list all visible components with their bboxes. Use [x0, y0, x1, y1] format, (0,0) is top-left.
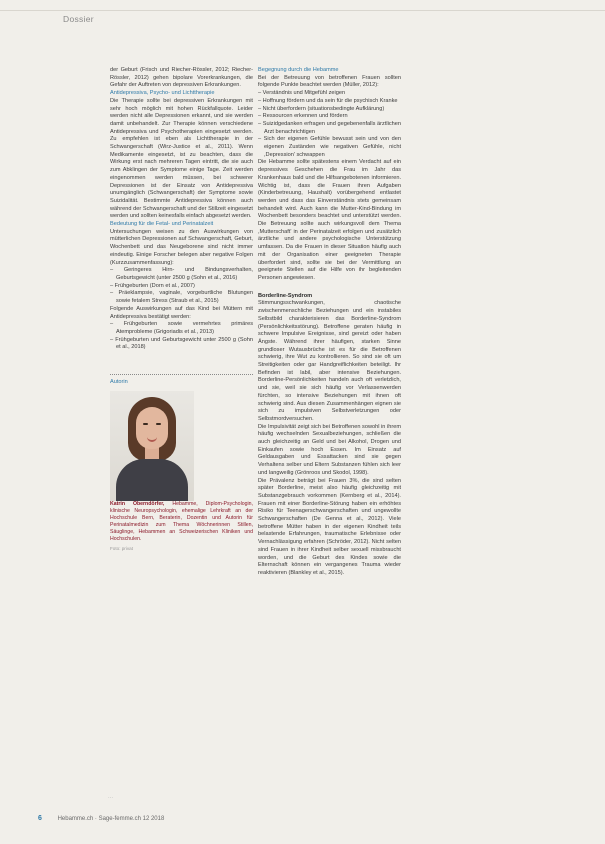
header-rule: [0, 10, 605, 11]
author-divider: [110, 374, 253, 375]
intro-paragraph: der Geburt (Frisch und Riecher-Rössler, 2012; Riecher-Rössler, 2012) gehen bipolare Vorerkrankungen, die Gefahr der Auftreten von depressiven Erkrankungen.: [110, 67, 253, 89]
borderline-paragraph-1: Stimmungsschwankungen, chaotische zwischenmenschliche Beziehungen und ein instabiles Selbstbild charakterisieren das Borderline-Syndrom (Persönlichkeitsstörung). Betroffene geraten häufig in schwere Impulsive Ereignisse, sind gereizt oder haben Ängste. Während ihrer häufigen, starken Sinne grundloser Wutausbrüche ist es für die Betroffenen schwierig, ihre Wut zu kontrollieren. So sind sie oft um Streitigkeiten oder gar Handgreiflichkeiten beteiligt. Ihr Befinden ist labil, aber intensive Beziehungen. Borderline-Persönlichkeiten handeln auch oft verletzlich, und sie, weil sie sich häufig vor Verlassenwerden fürchten, so intensive Beziehungen mit ihnen oft schwierig sind. Aus diesen Zusammenhängen eignen sie sich zu impulsiven Selbstverletzungen oder Selbstmordversuchen.: [258, 300, 401, 422]
section-label: Dossier: [63, 14, 94, 24]
photo-credit: Foto: privat: [110, 545, 133, 551]
midwife-care-paragraph: Bei der Betreuung von betroffenen Frauen sollten folgende Punkte beachtet werden (Müller, 2012):: [258, 74, 401, 89]
heading-midwife-care: Begegnung durch die Hebamme: [258, 67, 339, 73]
therapy-paragraph: Die Therapie sollte bei depressiven Erkrankungen mit sehr hoch möglich mit hohen Rückfallquote. Leider werden nicht alle Depressionen erkannt, und sie werden damit unbehandelt. Zur Therapie können verschiedene Antidepressiva und Psychotherapien eingesetzt werden. Zu empfehlen ist eben als Lichttherapie in der Schwangerschaft (Wirz-Justice et al., 2011). Wenn Medikamente eingesetzt, ist zu beachten, dass die Wirkung erst nach mehreren Tagen eintritt, die sie auch zum Abklingen der Symptome einige Tage. Zeit werden eingenommen werden müssen, bei schwerer Depressionen ist der Einsatz von Antidepressiva unumgänglich (Schwangerschaft) der Symptome sowie Suizidalität. Bestimmte Antidepressiva können auch während der Schwangerschaft und der Stillzeit eingesetzt werden und sollten keinesfalls einfach abgesetzt werden.: [110, 97, 253, 220]
list-item: – Nicht überfordern (situationsbedingte Aufklärung): [258, 106, 401, 114]
right-column: [258, 67, 401, 578]
publication-info: Hebamme.ch · Sage-femme.ch 12 2018: [57, 816, 165, 822]
author-bio-block: [110, 501, 253, 543]
author-name: Katrin Oberndörfer,: [110, 500, 165, 507]
footer-mark: ···: [108, 795, 113, 801]
list-item: – Frühgeburten sowie vermehrtes primäres Atemprobleme (Grigoriadis et al., 2013): [110, 321, 253, 336]
page-number: 6: [38, 815, 42, 822]
author-label: Autorin: [110, 379, 128, 386]
heading-borderline: Borderline-Syndrom: [258, 292, 313, 299]
borderline-paragraph-3: Die Prävalenz beträgt bei Frauen 3%, die sind selten später Borderline, meist also häufig gleichzeitig mit Substanzgebrauch vorkommen (Kernberg et al., 2014). Frauen mit einer Borderline-Störung haben ein erhöhtes Risiko für Teenagerschwangerschaften und ungewollte Schwangerschaften (De Genna et al., 2012). Viele betroffene Mütter haben in der eigenen Kindheit teils belastende Erfahrungen, traumatische Erlebnisse oder Vernachlässigung erfahren (Schröder, 2012). Nicht selten sind Frauen in ihrer Kindheit selber sexuell missbraucht worden, und die Geburt des Kindes sowie die Elternschaft können ein vergangenes Trauma wieder reaktivieren (Blankley et al., 2015).: [258, 477, 401, 576]
medication-effects-list: [110, 321, 253, 352]
list-item: – Frühgeburten und Geburtsgewicht unter 2500 g (Sohn et al., 2018): [110, 337, 253, 352]
list-item: – Sich der eigenen Gefühle bewusst sein und von den eigenen Zuständen wie negativen Gefühle, nicht ,Depression' schwappen: [258, 136, 401, 159]
left-column: [110, 67, 253, 552]
medication-paragraph: Folgende Auswirkungen auf das Kind bei Müttern mit Antidepressiva bestätigt werden:: [110, 305, 253, 320]
list-item: – Hoffnung fördern und da sein für die psychisch Kranke: [258, 98, 401, 106]
author-photo: [110, 391, 194, 501]
page-footer: [38, 815, 164, 822]
consequences-list: [110, 267, 253, 306]
heading-perinatal: Bedeutung für die Fetal- und Perinatalzeit: [110, 221, 214, 228]
heading-therapy: Antidepressiva, Psycho- und Lichttherapie: [110, 90, 215, 97]
list-item: – Präeklampsie, vaginale, vorgeburtliche Blutungen sowie fetalem Stress (Straub et al., 2015): [110, 290, 253, 305]
list-item: – Verständnis und Mitgefühl zeigen: [258, 90, 401, 98]
author-bio: Hebamme, Diplom-Psychologin, klinische Neuropsychologin, ehemalige Lehrkraft an der Hochschule Bern, Beraterin, Dozentin und Autorin für Perinatalmedizin zum Thema Wöchnerinnen Stillen, Säuglinge, Hebammen an Schweizerischen Kliniken und Hochschulen.: [110, 500, 253, 542]
list-item: – Geringeres Hirn- und Bindungsverhalten, Geburtsgewicht (unter 2500 g (Sohn et al., 2016): [110, 267, 253, 282]
care-points-list: [258, 90, 401, 159]
perinatal-paragraph: Untersuchungen weisen zu den Auswirkungen von mütterlichen Depressionen auf Schwangerschaft, Geburt, Wochenbett und das Neugeborene sind nicht immer eindeutig. Einige Forscher belegen aber negative Folgen (Kurzzusammenfassung):: [110, 228, 253, 266]
borderline-paragraph-2: Die Impulsivität zeigt sich bei Betroffenen sowohl in ihrem häufig wechselnden Sexualbeziehungen, schließen die auch gleichzeitig an Geld und bei Alkohol, Drogen und Einkaufen sowie hoch Essen. Im Einsatz auf Geldausgaben und Essattacken sind sie gegen Verhaltens selber und Eltern Substanzen fühlen sich leer und langweilig (Grönroos und Skodol, 1998).: [258, 423, 401, 476]
list-item: – Suizidgedanken erfragen und gegebenenfalls ärztlichen Arzt benachrichtigen: [258, 121, 401, 136]
support-paragraph: Die Hebamme sollte spätestens einem Verdacht auf ein depressives Geschehen die Frau im Jahr das Krankenhaus bald und die Hilfsangebotenen informieren. Wichtig ist, dass die Frauen ihren Aufgaben (Kinderbetreuung, Haushalt) vorübergehend entlastet werden und dass das Einverständnis stets gemeinsam behandelt wird. Auch kann die Mutter-Kind-Bindung im Wochenbett besonders beachtet und unterstützt werden. Die Betreuung sollte auch wirkungsvoll dem Thema ,Mutterschaft' in der Perinatalzeit erfolgen und zusätzlich ärztliche und andere psychologische Unterstützung umfassen. Da die Frauen in dieser Situation häufig auch mit der Organisation einer geeigneten Therapie überfordert sind, sollte sie bei der Vermittlung an geeignete Stellen auf die Hilfe von ihr begleitenden Personen angewiesen.: [258, 159, 401, 281]
list-item: – Ressourcen erkennen und fördern: [258, 113, 401, 121]
list-item: – Frühgeburten (Dorn et al., 2007): [110, 283, 253, 291]
